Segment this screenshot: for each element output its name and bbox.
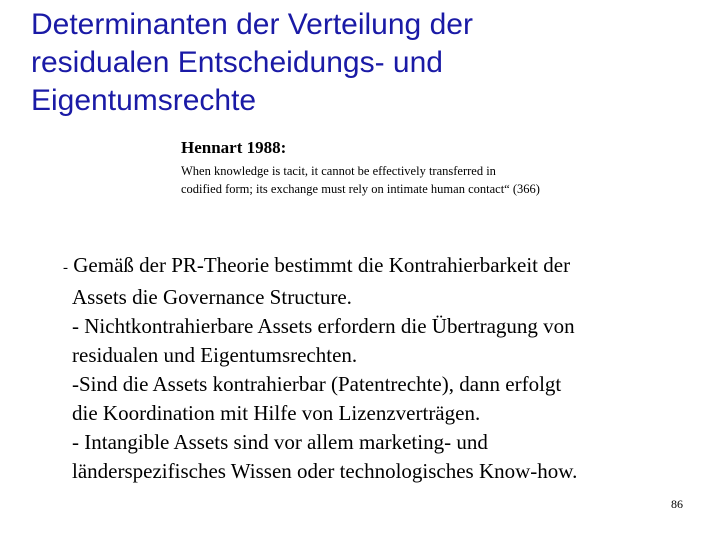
quote-author: Hennart 1988: — [181, 138, 287, 157]
slide-title-line: Eigentumsrechte — [31, 84, 257, 117]
quote-text — [181, 162, 661, 198]
body-text — [63, 251, 692, 486]
quote-line: codified form; its exchange must rely on intimate human contact“ (366) — [181, 182, 540, 196]
page-number: 86 — [671, 497, 683, 511]
body-line: residualen und Eigentumsrechten. — [72, 343, 358, 367]
body-line: länderspezifisches Wissen oder technologisches Know-how. — [72, 459, 578, 483]
slide-title-line: residualen Entscheidungs- und — [31, 46, 443, 79]
body-line-text: Gemäß der PR-Theorie bestimmt die Kontrahierbarkeit der — [68, 253, 571, 277]
body-line: Assets die Governance Structure. — [72, 285, 352, 309]
slide-title-line: Determinanten der Verteilung der — [31, 8, 473, 41]
body-line: - Nichtkontrahierbare Assets erfordern die Übertragung von — [72, 314, 575, 338]
bullet-dash: - — [63, 260, 68, 276]
quote-block — [181, 137, 661, 198]
quote-line: When knowledge is tacit, it cannot be effectively transferred in — [181, 164, 496, 178]
body-line: die Koordination mit Hilfe von Lizenzverträgen. — [72, 401, 481, 425]
body-line — [63, 251, 692, 283]
body-line: - Intangible Assets sind vor allem marketing- und — [72, 430, 488, 454]
body-line: -Sind die Assets kontrahierbar (Patentrechte), dann erfolgt — [72, 372, 562, 396]
slide-title — [31, 6, 671, 120]
